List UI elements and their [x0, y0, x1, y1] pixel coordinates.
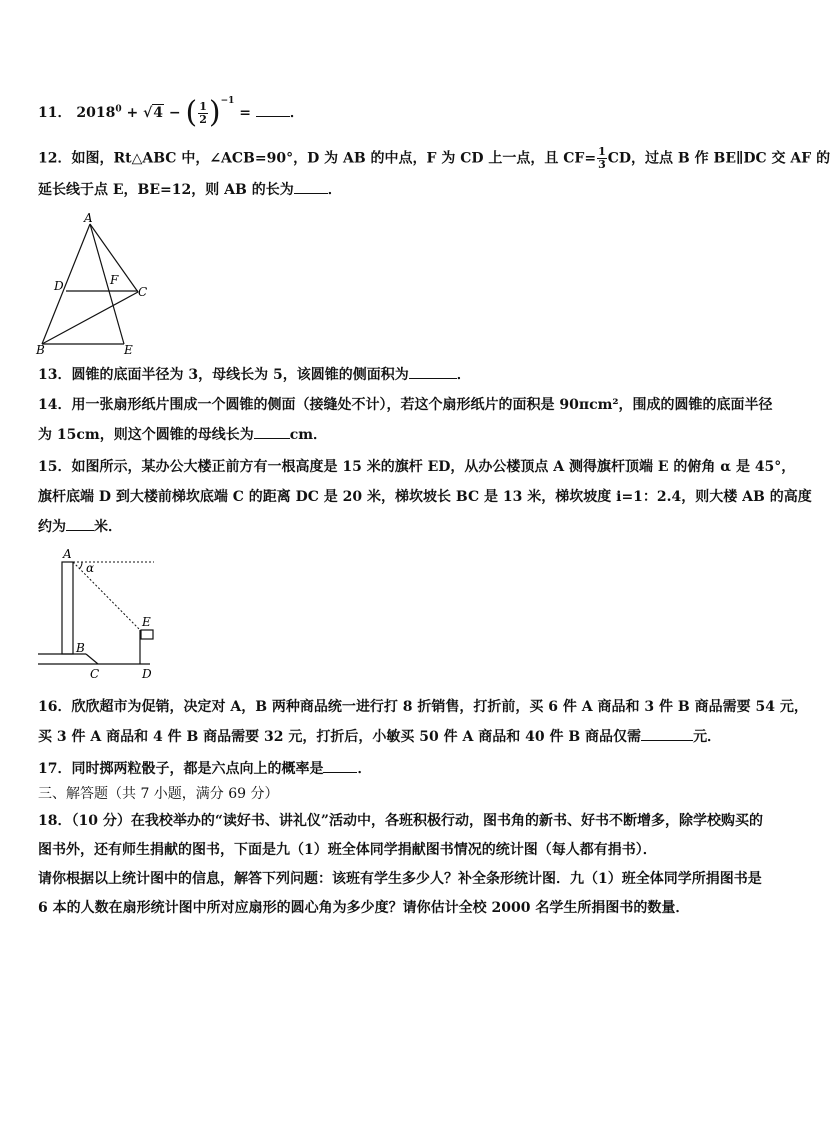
depression-sightline	[73, 562, 140, 630]
segment-bc	[42, 292, 138, 344]
flag	[141, 630, 153, 639]
q12-figure	[30, 212, 160, 357]
label-b: B	[76, 641, 85, 655]
segment-ae	[90, 224, 124, 344]
q17-text: 17．同时掷两粒骰子，都是六点向上的概率是	[38, 761, 324, 777]
q18-line-2: 图书外，还有师生捐献的图书，下面是九（1）班全体同学捐献图书情况的统计图（每人都有捐书）．	[38, 842, 657, 858]
q13-text: 13．圆锥的底面半径为 3，母线长为 5，该圆锥的侧面积为	[38, 367, 409, 383]
q11-number: 11．	[38, 105, 72, 121]
q14-line-1: 14．用一张扇形纸片围成一个圆锥的侧面（接缝处不计），若这个扇形纸片的面积是 90πcm²，围成的圆锥的底面半径	[38, 397, 773, 413]
question-15	[38, 458, 812, 536]
q11-exponent-neg1: −1	[220, 96, 235, 106]
q11-answer-blank	[256, 104, 290, 117]
q15-figure	[30, 546, 160, 681]
section-3-heading: 三、解答题（共 7 小题，满分 69 分）	[38, 786, 279, 802]
q11-exponent-zero: 0	[115, 104, 122, 115]
q14-answer-blank	[254, 426, 290, 439]
q11-radicand: 4	[153, 105, 164, 121]
q12-line-2: 延长线于点 E，BE=12，则 AB 的长为 ．	[38, 182, 342, 198]
q11-plus: +	[126, 105, 144, 121]
angle-arc	[80, 562, 83, 569]
q15-line-3: 约为 米．	[38, 519, 122, 535]
building	[62, 562, 73, 654]
q18-line-1: 18．（10 分）在我校举办的“读好书、讲礼仪”活动中，各班积极行动，图书角的新书、好书不断增多，除学校购买的	[38, 813, 763, 829]
q18-line-3: 请你根据以上统计图中的信息，解答下列问题：该班有学生多少人？补全条形统计图．九（1）班全体同学所捐图书是	[38, 871, 762, 887]
q11-minus: −	[168, 105, 186, 121]
q12-line-1: 12．如图，Rt△ABC 中，∠ACB=90°，D 为 AB 的中点，F 为 CD 上一点，且 CF= $\frac{1}{3}$ CD，过点 B 作 BE∥DC 交 AF 的	[38, 145, 830, 171]
q12-fraction: $\frac{1}{3}$	[598, 145, 606, 171]
label-e: E	[142, 615, 151, 629]
q16-line-1: 16．欣欣超市为促销，决定对 A，B 两种商品统一进行打 8 折销售，打折前，买 6 件 A 商品和 3 件 B 商品需要 54 元，	[38, 699, 808, 715]
question-11: 11． $2018^0 + √4$ − ( $\frac{1}{2}$ )$^{-1}$ = ．	[38, 95, 304, 130]
label-e: E	[124, 343, 133, 357]
label-b: B	[36, 343, 45, 357]
q17-answer-blank	[323, 760, 357, 773]
label-alpha: α	[86, 561, 95, 575]
q15-answer-blank	[66, 518, 94, 531]
q14-line-2: 为 15cm，则这个圆锥的母线长为 cm．	[38, 427, 328, 443]
q18-line-4: 6 本的人数在扇形统计图中所对应扇形的圆心角为多少度？请你估计全校 2000 名学生所捐图书的数量．	[38, 900, 690, 916]
q11-fraction: $\frac{1}{2}$	[199, 99, 207, 126]
q16-line-2: 买 3 件 A 商品和 4 件 B 商品需要 32 元，打折后，小敏买 50 件 A 商品和 40 件 B 商品仅需 元．	[38, 729, 722, 745]
question-18	[38, 812, 763, 917]
label-d: D	[142, 667, 152, 681]
q13-answer-blank	[409, 366, 457, 379]
question-12	[38, 145, 830, 199]
label-f: F	[110, 273, 119, 287]
label-d: D	[54, 279, 64, 293]
label-c: C	[90, 667, 100, 681]
q15-line-2: 旗杆底端 D 到大楼前梯坎底端 C 的距离 DC 是 20 米，梯坎坡长 BC 是 13 米，梯坎坡度 i=1：2.4，则大楼 AB 的高度	[38, 489, 812, 505]
question-16	[38, 698, 808, 746]
label-c: C	[138, 285, 148, 299]
q11-sqrt: √4	[143, 105, 164, 121]
label-a: A	[84, 211, 93, 225]
q15-line-1: 15．如图所示，某办公大楼正前方有一根高度是 15 米的旗杆 ED，从办公楼顶点 A 测得旗杆顶端 E 的俯角 α 是 45°，	[38, 459, 796, 475]
q12-answer-blank	[294, 181, 328, 194]
segment-ab	[42, 224, 90, 344]
q11-equals: =	[239, 105, 252, 121]
question-13: 13．圆锥的底面半径为 3，母线长为 5，该圆锥的侧面积为 ．	[38, 367, 471, 383]
q16-answer-blank	[641, 728, 693, 741]
question-17: 17．同时掷两粒骰子，都是六点向上的概率是 ．	[38, 761, 372, 777]
q11-base: 2018	[76, 105, 116, 121]
label-a: A	[63, 547, 72, 561]
slope-bc	[86, 654, 98, 664]
question-14	[38, 396, 773, 444]
